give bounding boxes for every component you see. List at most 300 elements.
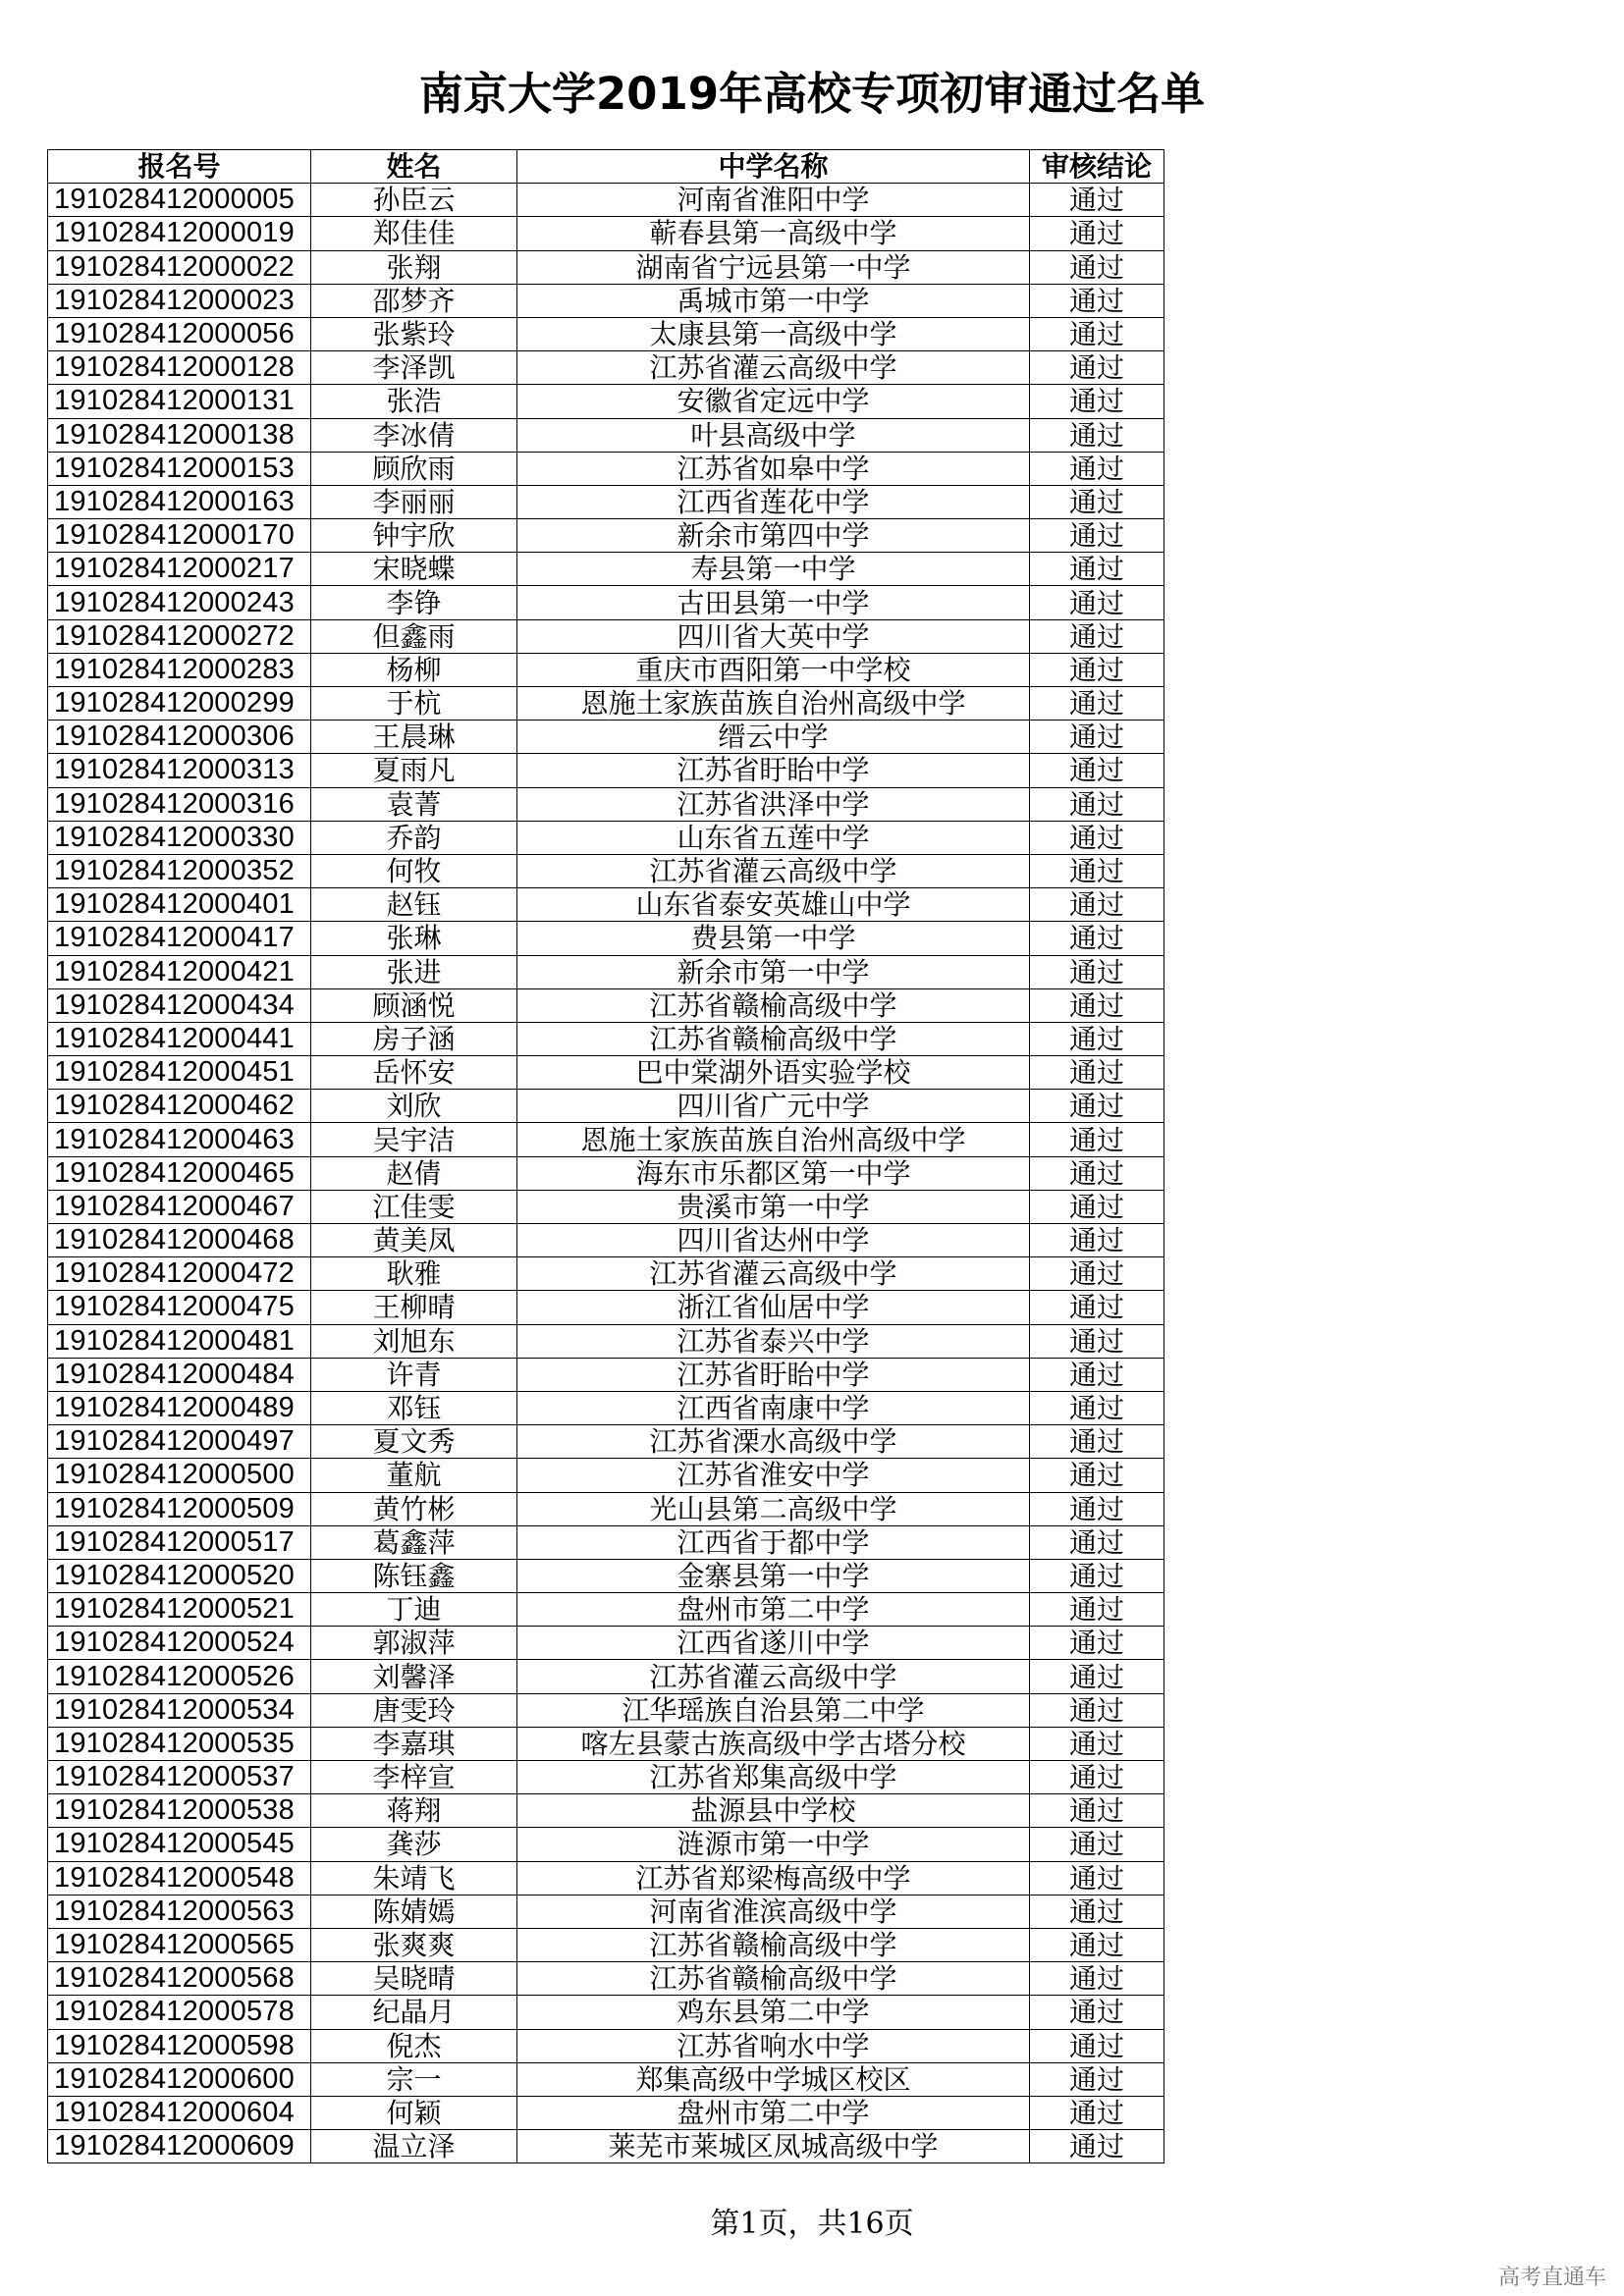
student-name-cell: 张爽爽 (311, 1928, 517, 1961)
student-name-cell: 李丽丽 (311, 485, 517, 518)
registration-number-cell: 191028412000489 (48, 1391, 311, 1424)
student-name-cell: 温立泽 (311, 2130, 517, 2163)
review-result-cell: 通过 (1030, 1391, 1164, 1424)
review-result-cell: 通过 (1030, 854, 1164, 887)
registration-number-cell: 191028412000352 (48, 854, 311, 887)
registration-number-cell: 191028412000306 (48, 721, 311, 754)
review-result-cell: 通过 (1030, 418, 1164, 452)
registration-number-cell: 191028412000538 (48, 1794, 311, 1828)
student-name-cell: 何牧 (311, 854, 517, 887)
student-name-cell: 朱靖飞 (311, 1861, 517, 1895)
review-result-cell: 通过 (1030, 1156, 1164, 1190)
student-name-cell: 顾欣雨 (311, 452, 517, 485)
table-row (48, 1090, 1164, 1123)
student-name-cell: 钟宇欣 (311, 519, 517, 553)
registration-number-cell: 191028412000609 (48, 2130, 311, 2163)
review-result-cell: 通过 (1030, 1291, 1164, 1324)
registration-number-cell: 191028412000417 (48, 922, 311, 955)
student-name-cell: 房子涵 (311, 1022, 517, 1055)
registration-number-cell: 191028412000563 (48, 1895, 311, 1928)
student-name-cell: 袁菁 (311, 787, 517, 821)
review-result-cell: 通过 (1030, 1962, 1164, 1996)
registration-number-cell: 191028412000598 (48, 2029, 311, 2062)
school-name-cell: 河南省淮滨高级中学 (517, 1895, 1030, 1928)
table-row (48, 1492, 1164, 1525)
registration-number-cell: 191028412000524 (48, 1627, 311, 1660)
roster-table (47, 149, 1164, 2163)
student-name-cell: 许青 (311, 1358, 517, 1391)
review-result-cell: 通过 (1030, 1358, 1164, 1391)
table-row (48, 586, 1164, 619)
table-row (48, 2130, 1164, 2163)
table-row (48, 351, 1164, 385)
table-row (48, 2096, 1164, 2129)
table-row (48, 1391, 1164, 1424)
registration-number-cell: 191028412000517 (48, 1525, 311, 1559)
student-name-cell: 张翔 (311, 250, 517, 284)
registration-number-cell: 191028412000170 (48, 519, 311, 553)
registration-number-cell: 191028412000272 (48, 619, 311, 653)
school-name-cell: 四川省广元中学 (517, 1090, 1030, 1123)
review-result-cell: 通过 (1030, 619, 1164, 653)
table-row (48, 250, 1164, 284)
registration-number-cell: 191028412000330 (48, 821, 311, 854)
table-row (48, 787, 1164, 821)
review-result-cell: 通过 (1030, 1056, 1164, 1090)
school-name-cell: 新余市第一中学 (517, 955, 1030, 988)
registration-number-cell: 191028412000600 (48, 2062, 311, 2096)
table-row (48, 284, 1164, 317)
review-result-cell: 通过 (1030, 1828, 1164, 1861)
student-name-cell: 丁迪 (311, 1593, 517, 1627)
table-row (48, 184, 1164, 217)
review-result-cell: 通过 (1030, 2096, 1164, 2129)
watermark: 高考直通车 (1497, 2266, 1606, 2290)
review-result-cell: 通过 (1030, 1761, 1164, 1794)
registration-number-cell: 191028412000472 (48, 1257, 311, 1291)
review-result-cell: 通过 (1030, 1727, 1164, 1760)
review-result-cell: 通过 (1030, 2029, 1164, 2062)
registration-number-cell: 191028412000128 (48, 351, 311, 385)
student-name-cell: 张进 (311, 955, 517, 988)
table-row (48, 1291, 1164, 1324)
table-row (48, 1660, 1164, 1693)
student-name-cell: 岳怀安 (311, 1056, 517, 1090)
student-name-cell: 董航 (311, 1459, 517, 1492)
student-name-cell: 刘馨泽 (311, 1660, 517, 1693)
student-name-cell: 邵梦齐 (311, 284, 517, 317)
table-row (48, 922, 1164, 955)
school-name-cell: 盐源县中学校 (517, 1794, 1030, 1828)
table-row (48, 888, 1164, 922)
student-name-cell: 吴晓晴 (311, 1962, 517, 1996)
review-result-cell: 通过 (1030, 1861, 1164, 1895)
registration-number-cell: 191028412000565 (48, 1928, 311, 1961)
school-name-cell: 江苏省郑梁梅高级中学 (517, 1861, 1030, 1895)
student-name-cell: 宗一 (311, 2062, 517, 2096)
review-result-cell: 通过 (1030, 553, 1164, 586)
review-result-cell: 通过 (1030, 184, 1164, 217)
school-name-cell: 江西省于都中学 (517, 1525, 1030, 1559)
review-result-cell: 通过 (1030, 922, 1164, 955)
registration-number-cell: 191028412000022 (48, 250, 311, 284)
registration-number-cell: 191028412000604 (48, 2096, 311, 2129)
registration-number-cell: 191028412000537 (48, 1761, 311, 1794)
review-result-cell: 通过 (1030, 1257, 1164, 1291)
school-name-cell: 江西省莲花中学 (517, 485, 1030, 518)
student-name-cell: 李泽凯 (311, 351, 517, 385)
registration-number-cell: 191028412000023 (48, 284, 311, 317)
review-result-cell: 通过 (1030, 653, 1164, 686)
table-row (48, 1761, 1164, 1794)
table-row (48, 1593, 1164, 1627)
table-row (48, 553, 1164, 586)
review-result-cell: 通过 (1030, 1090, 1164, 1123)
school-name-cell: 浙江省仙居中学 (517, 1291, 1030, 1324)
school-name-cell: 金寨县第一中学 (517, 1559, 1030, 1592)
review-result-cell: 通过 (1030, 1425, 1164, 1459)
registration-number-cell: 191028412000475 (48, 1291, 311, 1324)
student-name-cell: 葛鑫萍 (311, 1525, 517, 1559)
review-result-cell: 通过 (1030, 2062, 1164, 2096)
table-row (48, 1224, 1164, 1257)
school-name-cell: 江苏省赣榆高级中学 (517, 1928, 1030, 1961)
table-row (48, 1928, 1164, 1961)
table-row (48, 1861, 1164, 1895)
student-name-cell: 夏雨凡 (311, 754, 517, 787)
registration-number-cell: 191028412000299 (48, 687, 311, 721)
student-name-cell: 何颖 (311, 2096, 517, 2129)
registration-number-cell: 191028412000019 (48, 217, 311, 250)
table-row (48, 1693, 1164, 1727)
table-row (48, 1123, 1164, 1156)
registration-number-cell: 191028412000451 (48, 1056, 311, 1090)
student-name-cell: 李冰倩 (311, 418, 517, 452)
review-result-cell: 通过 (1030, 2130, 1164, 2163)
school-name-cell: 恩施土家族苗族自治州高级中学 (517, 1123, 1030, 1156)
table-row (48, 1996, 1164, 2029)
table-row (48, 385, 1164, 418)
school-name-cell: 江苏省盱眙中学 (517, 1358, 1030, 1391)
registration-number-cell: 191028412000521 (48, 1593, 311, 1627)
table-row (48, 721, 1164, 754)
table-body (48, 184, 1164, 2163)
school-name-cell: 江西省南康中学 (517, 1391, 1030, 1424)
school-name-cell: 江苏省淮安中学 (517, 1459, 1030, 1492)
school-name-cell: 江苏省响水中学 (517, 2029, 1030, 2062)
student-name-cell: 但鑫雨 (311, 619, 517, 653)
school-name-cell: 四川省达州中学 (517, 1224, 1030, 1257)
student-name-cell: 赵钰 (311, 888, 517, 922)
registration-number-cell: 191028412000467 (48, 1190, 311, 1223)
school-name-cell: 费县第一中学 (517, 922, 1030, 955)
table-row (48, 1727, 1164, 1760)
student-name-cell: 张浩 (311, 385, 517, 418)
student-name-cell: 赵倩 (311, 1156, 517, 1190)
header-registration-number: 报名号 (48, 150, 311, 184)
registration-number-cell: 191028412000500 (48, 1459, 311, 1492)
school-name-cell: 寿县第一中学 (517, 553, 1030, 586)
registration-number-cell: 191028412000153 (48, 452, 311, 485)
table-row (48, 653, 1164, 686)
review-result-cell: 通过 (1030, 452, 1164, 485)
registration-number-cell: 191028412000578 (48, 1996, 311, 2029)
registration-number-cell: 191028412000131 (48, 385, 311, 418)
table-row (48, 1425, 1164, 1459)
student-name-cell: 李嘉琪 (311, 1727, 517, 1760)
table-row (48, 1324, 1164, 1358)
review-result-cell: 通过 (1030, 317, 1164, 350)
student-name-cell: 郑佳佳 (311, 217, 517, 250)
school-name-cell: 江苏省赣榆高级中学 (517, 1022, 1030, 1055)
review-result-cell: 通过 (1030, 1123, 1164, 1156)
document-title: 南京大学2019年高校专项初审通过名单 (418, 68, 1206, 120)
student-name-cell: 乔韵 (311, 821, 517, 854)
table-row (48, 1190, 1164, 1223)
table-row (48, 955, 1164, 988)
registration-number-cell: 191028412000056 (48, 317, 311, 350)
review-result-cell: 通过 (1030, 250, 1164, 284)
student-name-cell: 黄美凤 (311, 1224, 517, 1257)
review-result-cell: 通过 (1030, 888, 1164, 922)
review-result-cell: 通过 (1030, 1190, 1164, 1223)
student-name-cell: 唐雯玲 (311, 1693, 517, 1727)
table-header-row (48, 150, 1164, 184)
review-result-cell: 通过 (1030, 1324, 1164, 1358)
school-name-cell: 光山县第二高级中学 (517, 1492, 1030, 1525)
registration-number-cell: 191028412000283 (48, 653, 311, 686)
student-name-cell: 倪杰 (311, 2029, 517, 2062)
school-name-cell: 古田县第一中学 (517, 586, 1030, 619)
registration-number-cell: 191028412000401 (48, 888, 311, 922)
student-name-cell: 张琳 (311, 922, 517, 955)
registration-number-cell: 191028412000434 (48, 988, 311, 1022)
review-result-cell: 通过 (1030, 1693, 1164, 1727)
header-name: 姓名 (311, 150, 517, 184)
school-name-cell: 山东省五莲中学 (517, 821, 1030, 854)
registration-number-cell: 191028412000138 (48, 418, 311, 452)
table-row (48, 1962, 1164, 1996)
registration-number-cell: 191028412000005 (48, 184, 311, 217)
student-name-cell: 孙臣云 (311, 184, 517, 217)
school-name-cell: 盘州市第二中学 (517, 2096, 1030, 2129)
school-name-cell: 江苏省盱眙中学 (517, 754, 1030, 787)
table-row (48, 2029, 1164, 2062)
registration-number-cell: 191028412000163 (48, 485, 311, 518)
review-result-cell: 通过 (1030, 1627, 1164, 1660)
review-result-cell: 通过 (1030, 284, 1164, 317)
table-row (48, 217, 1164, 250)
review-result-cell: 通过 (1030, 1459, 1164, 1492)
student-name-cell: 于杭 (311, 687, 517, 721)
school-name-cell: 江苏省如皋中学 (517, 452, 1030, 485)
student-name-cell: 顾涵悦 (311, 988, 517, 1022)
table-row (48, 1358, 1164, 1391)
table-row (48, 1559, 1164, 1592)
page-number: 第1页，共16页 (710, 2207, 914, 2241)
school-name-cell: 江苏省赣榆高级中学 (517, 1962, 1030, 1996)
registration-number-cell: 191028412000465 (48, 1156, 311, 1190)
school-name-cell: 江西省遂川中学 (517, 1627, 1030, 1660)
table-row (48, 452, 1164, 485)
review-result-cell: 通过 (1030, 1022, 1164, 1055)
table-row (48, 754, 1164, 787)
registration-number-cell: 191028412000316 (48, 787, 311, 821)
table-row (48, 687, 1164, 721)
registration-number-cell: 191028412000468 (48, 1224, 311, 1257)
school-name-cell: 恩施土家族苗族自治州高级中学 (517, 687, 1030, 721)
registration-number-cell: 191028412000534 (48, 1693, 311, 1727)
school-name-cell: 太康县第一高级中学 (517, 317, 1030, 350)
student-name-cell: 王晨琳 (311, 721, 517, 754)
student-name-cell: 陈钰鑫 (311, 1559, 517, 1592)
school-name-cell: 缙云中学 (517, 721, 1030, 754)
school-name-cell: 江华瑶族自治县第二中学 (517, 1693, 1030, 1727)
school-name-cell: 四川省大英中学 (517, 619, 1030, 653)
table-row (48, 2062, 1164, 2096)
school-name-cell: 新余市第四中学 (517, 519, 1030, 553)
table-row (48, 1828, 1164, 1861)
table-row (48, 317, 1164, 350)
review-result-cell: 通过 (1030, 1224, 1164, 1257)
table-row (48, 988, 1164, 1022)
table-row (48, 519, 1164, 553)
table-row (48, 1794, 1164, 1828)
review-result-cell: 通过 (1030, 1895, 1164, 1928)
registration-number-cell: 191028412000509 (48, 1492, 311, 1525)
table-row (48, 1156, 1164, 1190)
registration-number-cell: 191028412000421 (48, 955, 311, 988)
review-result-cell: 通过 (1030, 754, 1164, 787)
school-name-cell: 重庆市酉阳第一中学校 (517, 653, 1030, 686)
registration-number-cell: 191028412000462 (48, 1090, 311, 1123)
school-name-cell: 海东市乐都区第一中学 (517, 1156, 1030, 1190)
table-row (48, 1627, 1164, 1660)
table-row (48, 821, 1164, 854)
review-result-cell: 通过 (1030, 351, 1164, 385)
header-school-name: 中学名称 (517, 150, 1030, 184)
school-name-cell: 江苏省灌云高级中学 (517, 1660, 1030, 1693)
school-name-cell: 蕲春县第一高级中学 (517, 217, 1030, 250)
review-result-cell: 通过 (1030, 687, 1164, 721)
student-name-cell: 王柳晴 (311, 1291, 517, 1324)
student-name-cell: 李铮 (311, 586, 517, 619)
school-name-cell: 江苏省灌云高级中学 (517, 854, 1030, 887)
table-row (48, 485, 1164, 518)
school-name-cell: 江苏省溧水高级中学 (517, 1425, 1030, 1459)
review-result-cell: 通过 (1030, 1996, 1164, 2029)
review-result-cell: 通过 (1030, 955, 1164, 988)
registration-number-cell: 191028412000484 (48, 1358, 311, 1391)
table-row (48, 1459, 1164, 1492)
registration-number-cell: 191028412000568 (48, 1962, 311, 1996)
student-name-cell: 黄竹彬 (311, 1492, 517, 1525)
review-result-cell: 通过 (1030, 1660, 1164, 1693)
registration-number-cell: 191028412000313 (48, 754, 311, 787)
school-name-cell: 江苏省郑集高级中学 (517, 1761, 1030, 1794)
registration-number-cell: 191028412000243 (48, 586, 311, 619)
school-name-cell: 河南省淮阳中学 (517, 184, 1030, 217)
registration-number-cell: 191028412000463 (48, 1123, 311, 1156)
review-result-cell: 通过 (1030, 787, 1164, 821)
school-name-cell: 盘州市第二中学 (517, 1593, 1030, 1627)
table-row (48, 1525, 1164, 1559)
school-name-cell: 江苏省洪泽中学 (517, 787, 1030, 821)
school-name-cell: 贵溪市第一中学 (517, 1190, 1030, 1223)
student-name-cell: 龚莎 (311, 1828, 517, 1861)
school-name-cell: 禹城市第一中学 (517, 284, 1030, 317)
table-row (48, 418, 1164, 452)
review-result-cell: 通过 (1030, 1525, 1164, 1559)
review-result-cell: 通过 (1030, 821, 1164, 854)
table-row (48, 1022, 1164, 1055)
student-name-cell: 宋晓蝶 (311, 553, 517, 586)
student-name-cell: 张紫玲 (311, 317, 517, 350)
registration-number-cell: 191028412000520 (48, 1559, 311, 1592)
student-name-cell: 刘欣 (311, 1090, 517, 1123)
table-row (48, 619, 1164, 653)
student-name-cell: 蒋翔 (311, 1794, 517, 1828)
review-result-cell: 通过 (1030, 485, 1164, 518)
registration-number-cell: 191028412000441 (48, 1022, 311, 1055)
student-name-cell: 杨柳 (311, 653, 517, 686)
student-name-cell: 纪晶月 (311, 1996, 517, 2029)
student-name-cell: 夏文秀 (311, 1425, 517, 1459)
student-name-cell: 李梓宣 (311, 1761, 517, 1794)
review-result-cell: 通过 (1030, 721, 1164, 754)
review-result-cell: 通过 (1030, 1492, 1164, 1525)
table-row (48, 1257, 1164, 1291)
registration-number-cell: 191028412000526 (48, 1660, 311, 1693)
school-name-cell: 安徽省定远中学 (517, 385, 1030, 418)
review-result-cell: 通过 (1030, 519, 1164, 553)
school-name-cell: 涟源市第一中学 (517, 1828, 1030, 1861)
school-name-cell: 郑集高级中学城区校区 (517, 2062, 1030, 2096)
table-row (48, 1056, 1164, 1090)
student-name-cell: 陈婧嫣 (311, 1895, 517, 1928)
school-name-cell: 山东省泰安英雄山中学 (517, 888, 1030, 922)
school-name-cell: 江苏省赣榆高级中学 (517, 988, 1030, 1022)
school-name-cell: 江苏省泰兴中学 (517, 1324, 1030, 1358)
table-row (48, 1895, 1164, 1928)
registration-number-cell: 191028412000497 (48, 1425, 311, 1459)
review-result-cell: 通过 (1030, 385, 1164, 418)
student-name-cell: 邓钰 (311, 1391, 517, 1424)
review-result-cell: 通过 (1030, 1928, 1164, 1961)
school-name-cell: 莱芜市莱城区凤城高级中学 (517, 2130, 1030, 2163)
review-result-cell: 通过 (1030, 1559, 1164, 1592)
student-name-cell: 吴宇洁 (311, 1123, 517, 1156)
registration-number-cell: 191028412000545 (48, 1828, 311, 1861)
header-review-result: 审核结论 (1030, 150, 1164, 184)
school-name-cell: 江苏省灌云高级中学 (517, 351, 1030, 385)
review-result-cell: 通过 (1030, 988, 1164, 1022)
review-result-cell: 通过 (1030, 217, 1164, 250)
review-result-cell: 通过 (1030, 1794, 1164, 1828)
school-name-cell: 叶县高级中学 (517, 418, 1030, 452)
review-result-cell: 通过 (1030, 1593, 1164, 1627)
school-name-cell: 江苏省灌云高级中学 (517, 1257, 1030, 1291)
student-name-cell: 耿雅 (311, 1257, 517, 1291)
school-name-cell: 喀左县蒙古族高级中学古塔分校 (517, 1727, 1030, 1760)
school-name-cell: 巴中棠湖外语实验学校 (517, 1056, 1030, 1090)
registration-number-cell: 191028412000481 (48, 1324, 311, 1358)
student-name-cell: 郭淑萍 (311, 1627, 517, 1660)
registration-number-cell: 191028412000217 (48, 553, 311, 586)
table-row (48, 854, 1164, 887)
registration-number-cell: 191028412000548 (48, 1861, 311, 1895)
student-name-cell: 刘旭东 (311, 1324, 517, 1358)
